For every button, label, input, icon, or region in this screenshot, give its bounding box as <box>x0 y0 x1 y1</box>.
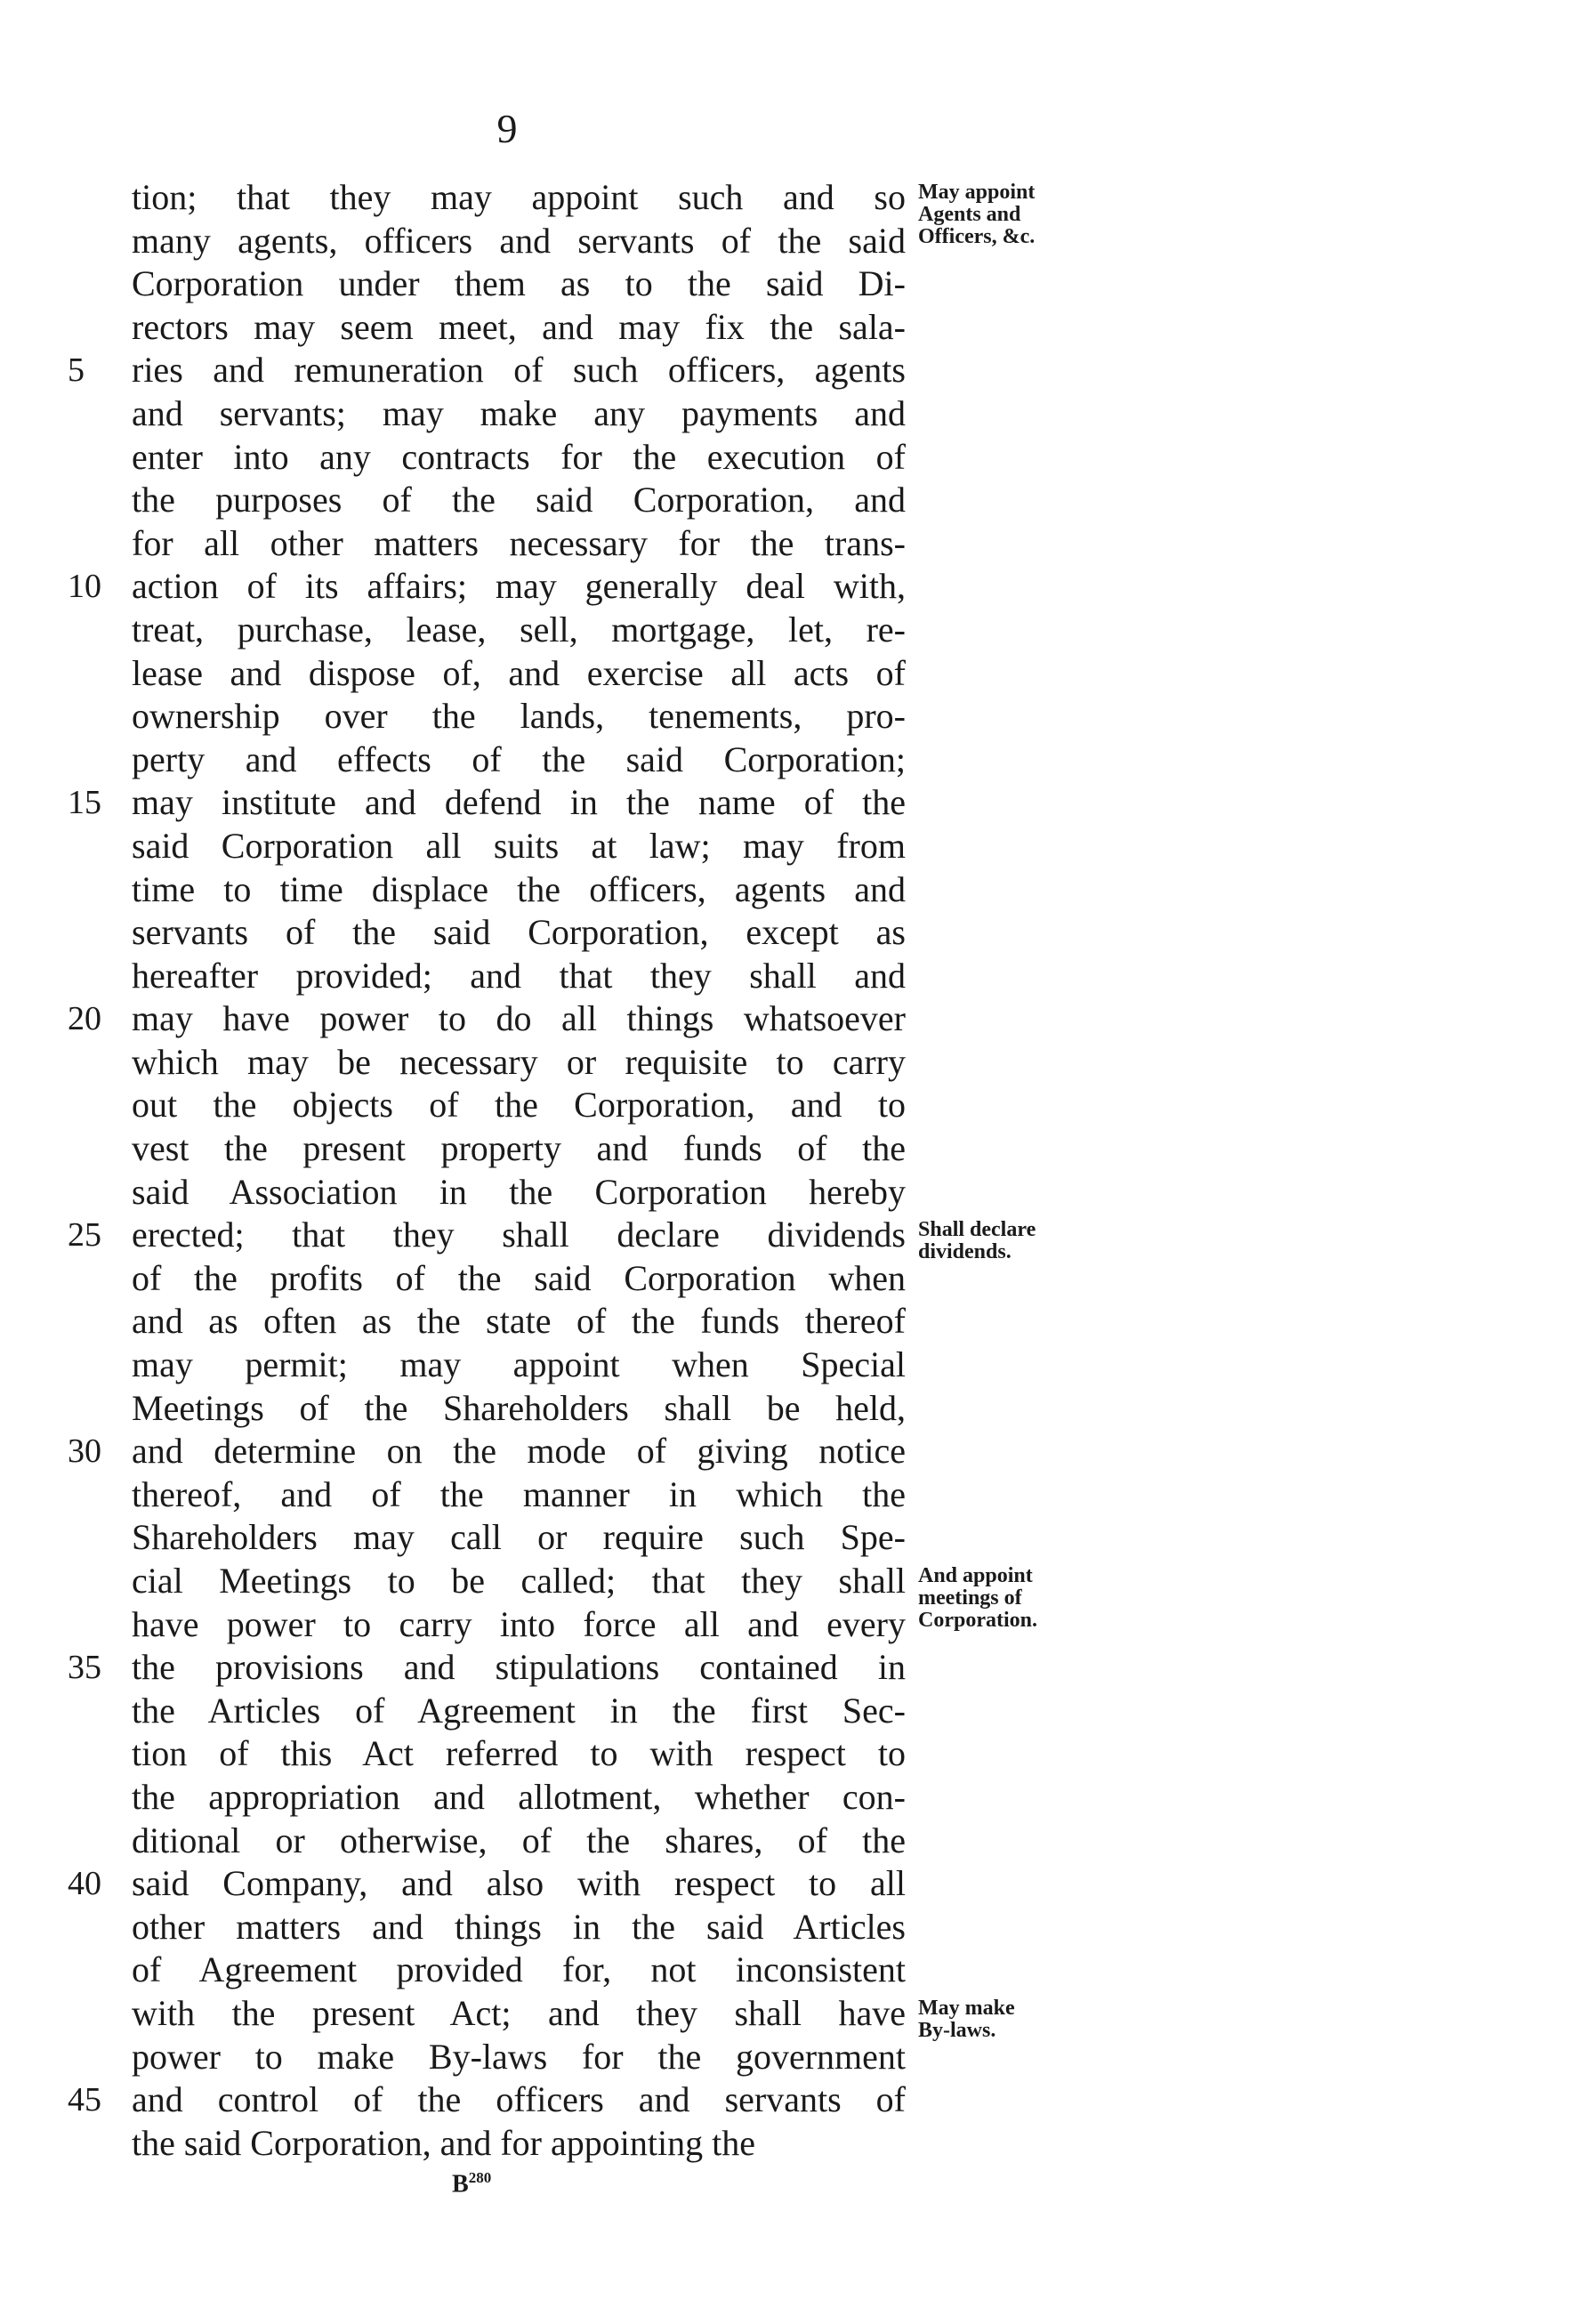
line-number: 15 <box>68 784 101 822</box>
line-text: many agents, officers and servants of the said <box>132 220 906 261</box>
line-text: ownership over the lands, tenements, pro- <box>132 696 906 737</box>
body-text <box>68 176 906 2165</box>
text-line <box>132 652 906 696</box>
line-text: and determine on the mode of giving notice <box>132 1431 906 1472</box>
signature-letter: B <box>452 2170 469 2199</box>
line-text: may permit; may appoint when Special <box>132 1344 906 1385</box>
text-line <box>132 176 906 220</box>
text-line <box>68 781 906 825</box>
text-line <box>68 1646 906 1690</box>
text-line <box>132 1041 906 1085</box>
line-text: may have power to do all things whatsoever <box>132 998 906 1039</box>
text-line <box>132 1949 906 1992</box>
line-number: 35 <box>68 1649 101 1687</box>
line-number: 5 <box>68 351 85 390</box>
text-line <box>68 997 906 1041</box>
text-line <box>132 522 906 566</box>
text-line <box>132 1820 906 1863</box>
line-text: rectors may seem meet, and may fix the sala- <box>132 306 906 347</box>
text-line <box>132 609 906 652</box>
line-number: 20 <box>68 1000 101 1038</box>
text-line <box>132 2122 906 2166</box>
line-text: may institute and defend in the name of the <box>132 782 906 823</box>
margin-note <box>918 1997 1087 2042</box>
text-line <box>132 479 906 522</box>
margin-note-line: By-laws. <box>918 2019 996 2043</box>
margin-note-line: meetings of <box>918 1586 1022 1610</box>
text-line <box>132 1732 906 1776</box>
line-text: tion of this Act referred to with respect to <box>132 1733 906 1774</box>
signature-mark <box>452 2169 491 2199</box>
line-text: Meetings of the Shareholders shall be held, <box>132 1387 906 1428</box>
line-text: cial Meetings to be called; that they shall <box>132 1561 906 1601</box>
text-line <box>68 1430 906 1473</box>
text-line <box>132 1473 906 1517</box>
line-text: servants of the said Corporation, except as <box>132 912 906 953</box>
margin-note-line: May make <box>918 1997 1015 2021</box>
text-line <box>132 392 906 436</box>
text-line <box>132 436 906 480</box>
margin-note-line: May appoint <box>918 181 1036 204</box>
text-line <box>132 1906 906 1949</box>
margin-note-line: Corporation. <box>918 1609 1037 1633</box>
line-text: for all other matters necessary for the trans- <box>132 522 906 563</box>
text-line <box>68 565 906 609</box>
text-line <box>132 911 906 955</box>
text-line <box>132 1387 906 1431</box>
line-text: said Association in the Corporation hereby <box>132 1171 906 1212</box>
text-line <box>132 955 906 998</box>
line-text: of the profits of the said Corporation when <box>132 1257 906 1298</box>
line-text: with the present Act; and they shall have <box>132 1992 906 2033</box>
line-text: and control of the officers and servants of <box>132 2079 906 2120</box>
line-text: other matters and things in the said Articles <box>132 1906 906 1947</box>
text-line <box>68 1862 906 1906</box>
text-line <box>132 1603 906 1647</box>
signature-number: 280 <box>468 2169 492 2186</box>
margin-note-line: Officers, &c. <box>918 225 1036 248</box>
text-line <box>132 1257 906 1301</box>
margin-note-line: And appoint <box>918 1564 1033 1588</box>
margin-note-line: Shall declare <box>918 1218 1036 1242</box>
line-text: vest the present property and funds of the <box>132 1128 906 1169</box>
text-line <box>132 1300 906 1344</box>
line-text: said Corporation all suits at law; may from <box>132 825 906 866</box>
line-number: 45 <box>68 2081 101 2119</box>
line-text: Corporation under them as to the said Di- <box>132 263 906 304</box>
text-line <box>132 1344 906 1387</box>
line-text: out the objects of the Corporation, and to <box>132 1085 906 1126</box>
line-number: 30 <box>68 1432 101 1471</box>
line-text: enter into any contracts for the execution of <box>132 436 906 477</box>
text-line <box>132 2036 906 2079</box>
text-line <box>132 220 906 263</box>
text-line <box>132 738 906 782</box>
line-text: and servants; may make any payments and <box>132 392 906 433</box>
line-text: and as often as the state of the funds thereof <box>132 1301 906 1342</box>
text-line <box>132 1992 906 2036</box>
text-line <box>132 1516 906 1560</box>
margin-note-line: dividends. <box>918 1240 1012 1264</box>
margin-note <box>918 1565 1087 1632</box>
line-text: thereof, and of the manner in which the <box>132 1473 906 1514</box>
text-line <box>132 825 906 868</box>
line-text: time to time displace the officers, agents and <box>132 868 906 909</box>
line-text: have power to carry into force all and every <box>132 1603 906 1644</box>
line-text: tion; that they may appoint such and so <box>132 177 906 217</box>
line-text: treat, purchase, lease, sell, mortgage, let, re- <box>132 609 906 650</box>
line-text: perty and effects of the said Corporation; <box>132 738 906 779</box>
text-line <box>68 349 906 392</box>
line-text: said Company, and also with respect to all <box>132 1863 906 1904</box>
text-line <box>132 1690 906 1733</box>
line-text: the purposes of the said Corporation, and <box>132 480 906 520</box>
text-line <box>132 306 906 350</box>
line-text: the provisions and stipulations contained in <box>132 1647 906 1688</box>
margin-note-line: Agents and <box>918 203 1021 226</box>
line-text: the appropriation and allotment, whether con- <box>132 1776 906 1817</box>
text-line <box>132 695 906 738</box>
line-text: Shareholders may call or require such Spe- <box>132 1517 906 1558</box>
line-text: which may be necessary or requisite to carry <box>132 1041 906 1082</box>
text-line <box>68 2078 906 2122</box>
text-line <box>132 1776 906 1820</box>
line-text: the Articles of Agreement in the first Sec- <box>132 1690 906 1731</box>
line-text: power to make By-laws for the government <box>132 2036 906 2077</box>
margin-note <box>918 1219 1087 1263</box>
line-number: 25 <box>68 1216 101 1255</box>
line-text: ries and remuneration of such officers, agents <box>132 350 906 391</box>
line-text: ditional or otherwise, of the shares, of the <box>132 1820 906 1860</box>
text-line <box>132 1171 906 1214</box>
text-line <box>132 1560 906 1603</box>
line-text: of Agreement provided for, not inconsistent <box>132 1949 906 1990</box>
page-number: 9 <box>496 106 518 151</box>
text-line <box>132 1127 906 1171</box>
text-line <box>132 262 906 306</box>
text-line <box>68 1214 906 1257</box>
line-number: 40 <box>68 1865 101 1903</box>
line-text: lease and dispose of, and exercise all acts of <box>132 652 906 693</box>
line-text: the said Corporation, and for appointing the <box>132 2122 755 2163</box>
line-text: action of its affairs; may generally deal with, <box>132 566 906 607</box>
line-number: 10 <box>68 568 101 606</box>
margin-note <box>918 182 1087 248</box>
text-line <box>132 868 906 912</box>
line-text: hereafter provided; and that they shall and <box>132 955 906 996</box>
text-line <box>132 1084 906 1127</box>
line-text: erected; that they shall declare dividends <box>132 1214 906 1255</box>
